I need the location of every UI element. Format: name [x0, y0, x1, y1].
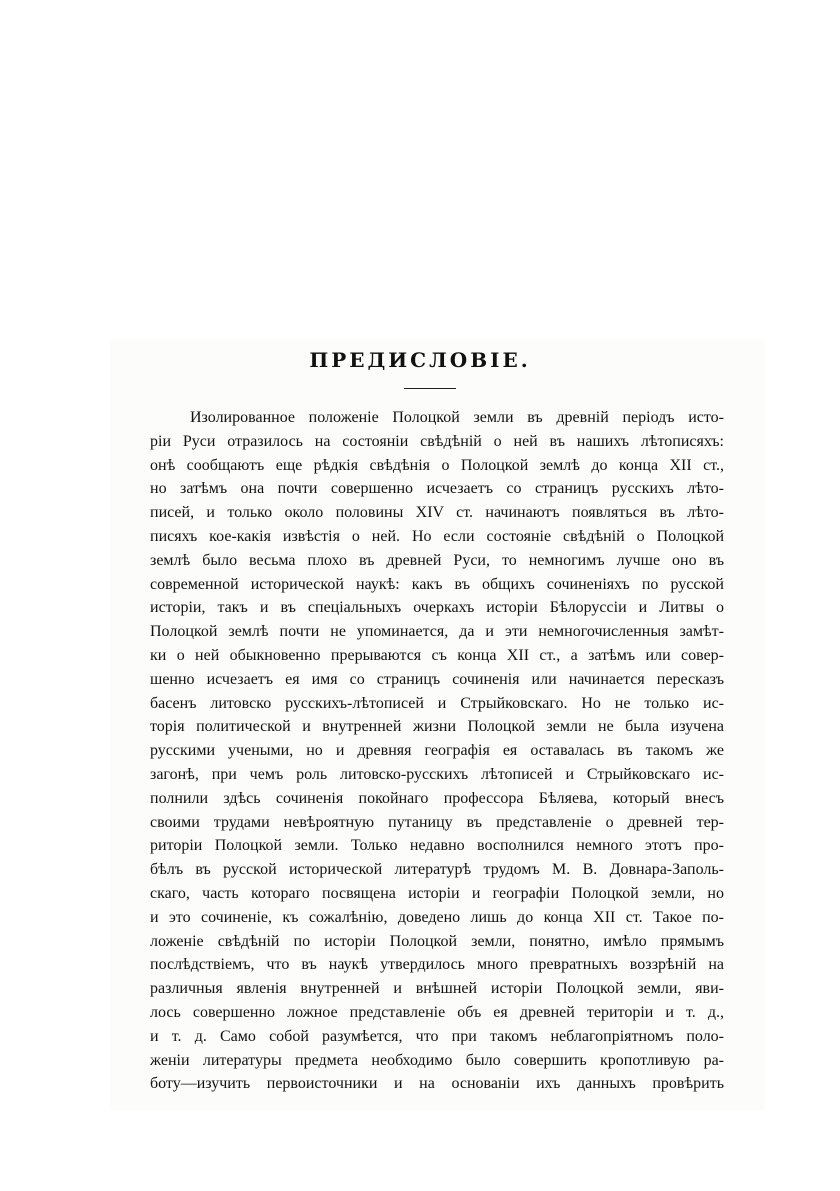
text-line: и т. д. Само собой разумѣется, что при такомъ неблагопріятномъ поло- [150, 1027, 724, 1045]
text-line: шенно исчезаетъ ея имя со страницъ сочиненія или начинается пересказъ [150, 670, 724, 688]
text-line: боту—изучить первоисточники и на основаніи ихъ данныхъ провѣрить [150, 1075, 724, 1093]
text-line: Полоцкой землѣ почти не упоминается, да и эти немногочисленныя замѣт- [150, 623, 724, 641]
text-line: риторіи Полоцкой земли. Только недавно восполнился немного этотъ про- [150, 837, 724, 855]
text-line: торія политической и внутренней жизни Полоцкой земли не была изучена [150, 718, 724, 736]
text-line: исторіи, такъ и въ спеціальныхъ очеркахъ исторіи Бѣлоруссіи и Литвы о [150, 599, 724, 617]
text-line: своими трудами невѣроятную путаницу въ представленіе о древней тер- [150, 813, 724, 831]
text-line: бѣлъ въ русской исторической литературѣ трудомъ М. В. Довнара-Заполь- [150, 861, 724, 879]
text-line: землѣ было весьма плохо въ древней Руси, то немногимъ лучше оно въ [150, 551, 724, 569]
text-line: лось совершенно ложное представленіе объ ея древней територіи и т. д., [150, 1003, 724, 1021]
text-line: ки о ней обыкновенно прерываются съ конца XII ст., а затѣмъ или совер- [150, 646, 724, 664]
text-line: писяхъ кое-какія извѣстія о ней. Но если состояніе свѣдѣній о Полоцкой [150, 527, 724, 545]
text-line: басенъ литовско русскихъ-лѣтописей и Стрыйковскаго. Но не только ис- [150, 694, 724, 712]
text-line: женіи литературы предмета необходимо было совершить кропотливую ра- [150, 1051, 724, 1069]
text-line: скаго, часть котораго посвящена исторіи и географіи Полоцкой земли, но [150, 884, 724, 902]
text-line: различныя явленія внутренней и внѣшней исторіи Полоцкой земли, яви- [150, 980, 724, 998]
text-line: русскими учеными, но и древняя географія ея оставалась въ такомъ же [150, 742, 724, 760]
page-title: ПРЕДИСЛОВІЕ. [309, 348, 531, 372]
text-line: ложеніе свѣдѣній по исторіи Полоцкой земли, понятно, имѣло прямымъ [150, 932, 724, 950]
text-line: послѣдствіемъ, что въ наукѣ утвердилось много превратныхъ воззрѣній на [150, 956, 724, 974]
text-line: полнили здѣсь сочиненія покойнаго профессора Бѣляева, который внесъ [150, 789, 724, 807]
title-rule [404, 388, 456, 389]
text-line: и это сочиненіе, къ сожалѣнію, доведено лишь до конца XII ст. Такое по- [150, 908, 724, 926]
text-line: современной исторической наукѣ: какъ въ общихъ сочиненіяхъ по русской [150, 575, 724, 593]
text-line: писей, и только около половины XIV ст. начинаютъ появляться въ лѣто- [150, 504, 724, 522]
text-line: загонѣ, при чемъ роль литовско-русскихъ лѣтописей и Стрыйковскаго ис- [150, 765, 724, 783]
preface-body [150, 406, 724, 1096]
text-line: ріи Руси отразилось на состояніи свѣдѣній о ней въ нашихъ лѣтописяхъ: [150, 432, 724, 450]
text-line: онѣ сообщаютъ еще рѣдкія свѣдѣнія о Полоцкой землѣ до конца XII ст., [150, 456, 724, 474]
text-line: Изолированное положеніе Полоцкой земли въ древній періодъ исто- [190, 409, 724, 426]
text-line: но затѣмъ она почти совершенно исчезаетъ со страницъ русскихъ лѣто- [150, 480, 724, 498]
